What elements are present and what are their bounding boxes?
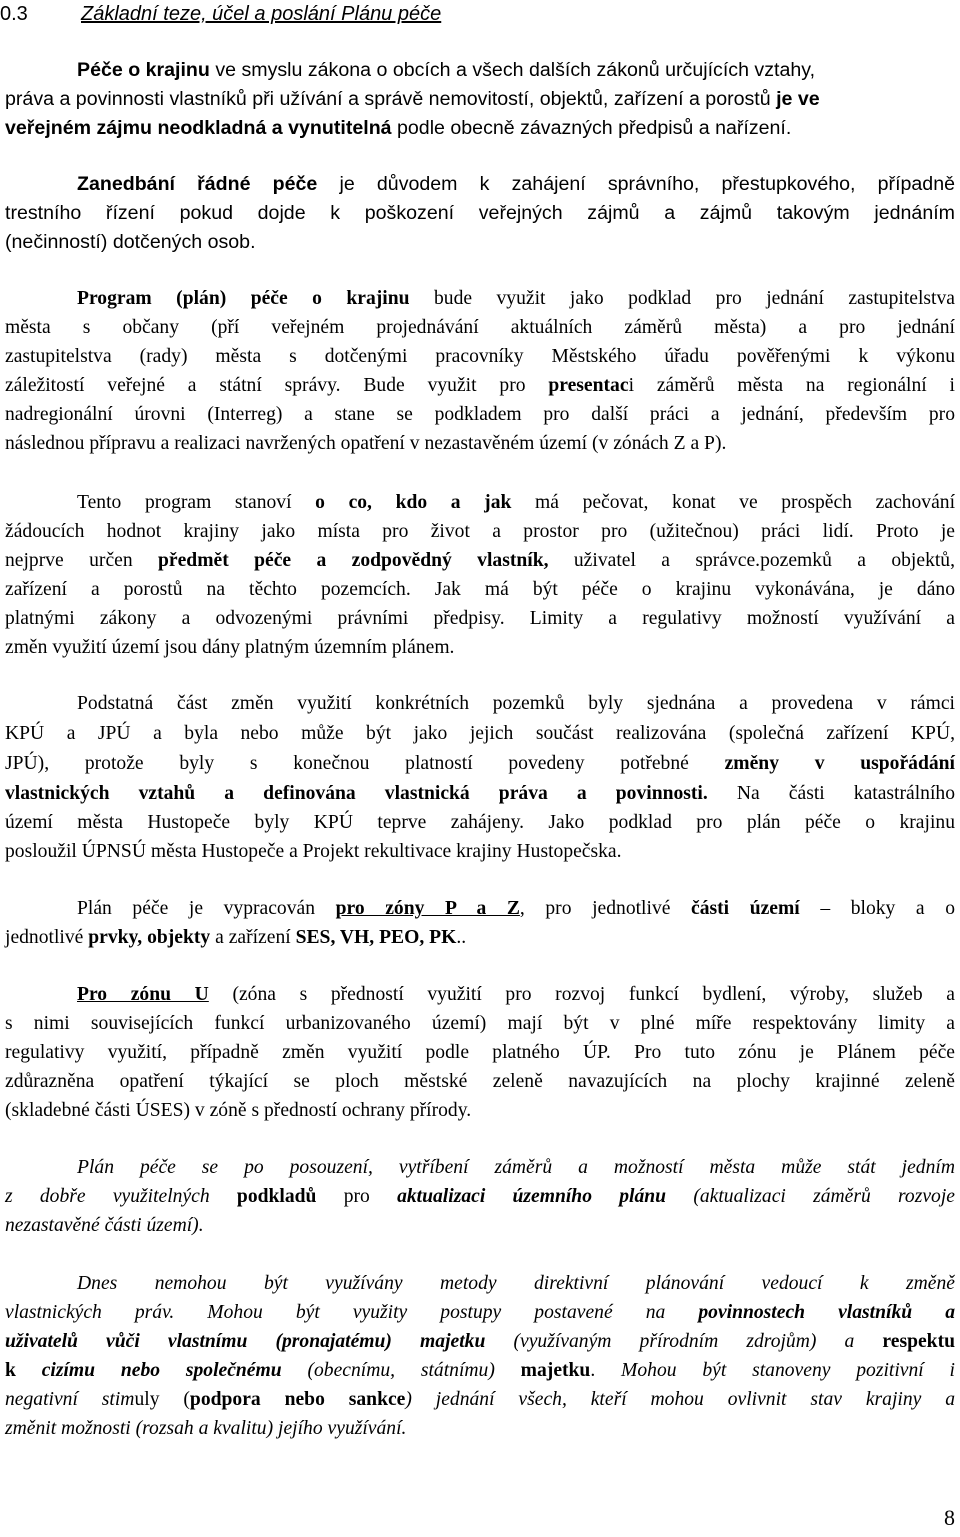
text-segment: .. — [456, 927, 467, 948]
text-segment: bude využit jako podklad pro jednání zastupitelstva — [409, 288, 955, 309]
text-segment: ) jednání všech, kteří mohou ovlivnit stav krajiny a — [405, 1389, 955, 1410]
text-segment: podpora nebo sankce — [189, 1389, 406, 1410]
text-segment: (zóna s předností využití pro rozvoj funkcí bydlení, výroby, služeb a — [208, 984, 955, 1005]
text-line — [5, 1070, 955, 1094]
text-segment: jednotlivé — [5, 927, 89, 948]
text-segment: nezastavěné části území). — [5, 1215, 204, 1236]
text-segment: platnými zákony a odvozenými právními předpisy. Limity a regulativy možností využívání a — [5, 608, 955, 629]
text-line — [5, 1041, 955, 1065]
text-segment: Zanedbání řádné péče — [77, 173, 318, 195]
text-segment: pro zóny P a Z — [335, 898, 520, 919]
text-line — [5, 549, 955, 573]
text-line — [77, 491, 955, 515]
text-segment: i záměrů města na regionální i — [628, 375, 955, 396]
text-segment: nejprve určen — [5, 550, 159, 571]
text-line — [5, 316, 955, 340]
text-segment: Mohou být stanoveny pozitivní i — [621, 1360, 955, 1381]
text-segment: z dobře využitelných — [5, 1186, 237, 1207]
text-line — [5, 636, 955, 660]
text-line — [5, 1099, 955, 1123]
text-line — [5, 1417, 955, 1441]
text-segment: negativní stim — [5, 1389, 135, 1410]
text-line — [77, 983, 955, 1007]
text-segment: k — [5, 1360, 42, 1381]
text-segment: respektu — [882, 1331, 955, 1352]
section-title: Základní teze, účel a poslání Plánu péče — [81, 3, 442, 25]
text-segment: změnit možnosti (rozsah a kvalitu) jejího využívání. — [5, 1418, 407, 1439]
text-segment: části území — [691, 898, 800, 919]
text-line — [5, 840, 955, 864]
section-number: 0.3 — [0, 3, 28, 25]
text-segment: změny v uspořádání — [724, 753, 955, 774]
text-segment: uly ( — [134, 1389, 190, 1410]
text-line — [77, 172, 955, 196]
text-segment: (využívaným přírodním zdrojům) a — [485, 1331, 883, 1352]
text-line — [5, 520, 955, 544]
text-segment: Dnes nemohou být využívány metody direktivní plánování vedoucí k změně — [77, 1273, 955, 1294]
text-segment: podkladů — [236, 1186, 317, 1207]
text-segment: KPÚ a JPÚ a byla nebo může být jako jejich součást realizována (společná zařízení KPÚ, — [5, 723, 955, 744]
text-line — [5, 230, 955, 254]
text-segment: zastupitelstva (rady) města s dotčenými pracovníky Městského úřadu pověřenými k výkonu — [5, 346, 955, 367]
text-line — [77, 897, 955, 921]
text-segment: Péče o krajinu — [77, 59, 210, 81]
text-segment: změn využití území jsou dány platným územním plánem. — [5, 637, 455, 658]
text-segment: (obecnímu, státnímu) — [281, 1360, 521, 1381]
text-segment: předmět péče a zodpovědný vlastník, — [158, 550, 549, 571]
text-segment: je ve — [776, 88, 820, 110]
text-line — [77, 287, 955, 311]
text-segment: Tento program stanoví — [77, 492, 316, 513]
text-line — [5, 1330, 955, 1354]
text-segment: podle obecně závazných předpisů a nařízení. — [391, 117, 792, 139]
text-segment: uživatelů vůči vlastnímu (pronajatému) majetku — [5, 1331, 486, 1352]
text-segment: vlastnických vztahů a definována vlastnická práva a povinnosti. — [5, 783, 708, 804]
text-segment: území města Hustopeče byly KPÚ teprve zahájeny. Jako podklad pro plán péče o krajinu — [5, 812, 955, 833]
text-segment: presentac — [548, 375, 629, 396]
text-segment: – bloky a o — [799, 898, 956, 919]
text-segment: (skladebné části ÚSES) v zóně s předností ochrany přírody. — [5, 1100, 472, 1121]
text-segment: cizímu nebo společnému — [41, 1360, 282, 1381]
text-line — [5, 374, 955, 398]
text-segment: JPÚ), protože byly s konečnou platností povedeny potřebné — [5, 753, 725, 774]
text-segment: o co, kdo a jak — [315, 492, 512, 513]
text-segment: záležitostí veřejné a státní správy. Bude využit pro — [5, 375, 549, 396]
text-segment: Plán péče je vypracován — [77, 898, 336, 919]
text-segment: veřejném zájmu neodkladná a vynutitelná — [5, 117, 392, 139]
text-line — [77, 1156, 955, 1180]
text-line — [5, 1214, 955, 1238]
text-segment: města s občany (pří veřejném projednávání aktuálních záměrů města) a pro jednání — [5, 317, 955, 338]
text-segment: ve smyslu zákona o obcích a všech dalších zákonů určujících vztahy, — [209, 59, 816, 81]
text-line — [5, 87, 955, 111]
text-line — [5, 1359, 955, 1383]
text-segment: má pečovat, konat ve prospěch zachování — [511, 492, 956, 513]
text-segment: je důvodem k zahájení správního, přestupkového, případně — [317, 173, 955, 195]
text-segment: zdůrazněna opatření týkající se ploch městské zeleně navazujících na plochy krajinné zeleně — [5, 1071, 955, 1092]
text-segment: SES, VH, PEO, PK — [295, 927, 457, 948]
text-line — [77, 692, 955, 716]
text-segment: Pro zónu U — [77, 984, 209, 1005]
text-line — [5, 722, 955, 746]
text-line — [5, 1185, 955, 1209]
page-number: 8 — [944, 1505, 955, 1530]
text-segment: pro — [316, 1186, 398, 1207]
text-segment: s nimi souvisejících funkcí urbanizovaného území) mají být v plné míře respektovány limity a — [5, 1013, 955, 1034]
text-segment: uživatel a správce.pozemků a objektů, — [548, 550, 956, 571]
text-line — [5, 403, 955, 427]
text-segment: Plán péče se po posouzení, vytříbení záměrů a možností města může stát jedním — [77, 1157, 955, 1178]
text-line — [5, 345, 955, 369]
text-segment: nadregionální úrovni (Interreg) a stane se podkladem pro další práci a jednání, především pro — [5, 404, 955, 425]
text-segment: posloužil ÚPNSÚ města Hustopeče a Projekt rekultivace krajiny Hustopečska. — [5, 841, 622, 862]
text-segment: (aktualizaci záměrů rozvoje — [666, 1186, 955, 1207]
text-line — [5, 432, 955, 456]
text-segment: žádoucích hodnot krajiny jako místa pro život a prostor pro (užitečnou) práci lidí. Proto je — [5, 521, 955, 542]
text-line — [5, 926, 955, 950]
text-line — [77, 1272, 955, 1296]
text-line — [5, 1388, 955, 1412]
text-segment: povinnostech vlastníků a — [698, 1302, 955, 1323]
text-segment: aktualizaci územního plánu — [397, 1186, 667, 1207]
text-segment: Program (plán) péče o krajinu — [77, 288, 410, 309]
text-segment: majetku — [520, 1360, 591, 1381]
text-line — [77, 58, 955, 82]
text-line — [5, 607, 955, 631]
text-segment: . — [590, 1360, 622, 1381]
text-segment: a zařízení — [210, 927, 296, 948]
text-line — [5, 578, 955, 602]
text-line — [5, 116, 955, 140]
text-line — [5, 782, 955, 806]
text-segment: vlastnických práv. Mohou být využity postupy postavené na — [5, 1302, 699, 1323]
text-segment: zařízení a porostů na těchto pozemcích. Jak má být péče o krajinu vykonávána, je dáno — [5, 579, 955, 600]
text-line — [5, 201, 955, 225]
text-segment: regulativy využití, případně změn využití podle platného ÚP. Pro tuto zónu je Plánem péče — [5, 1042, 955, 1063]
text-segment: (nečinností) dotčených osob. — [5, 231, 256, 253]
text-line — [5, 1012, 955, 1036]
text-line — [5, 811, 955, 835]
text-line — [5, 1301, 955, 1325]
text-line — [5, 752, 955, 776]
text-segment: trestního řízení pokud dojde k poškození veřejných zájmů a zájmů takovým jednáním — [5, 202, 955, 224]
text-segment: Na části katastrálního — [707, 783, 955, 804]
text-segment: práva a povinnosti vlastníků při užívání a správě nemovitostí, objektů, zařízení a porostů — [5, 88, 777, 110]
text-segment: Podstatná část změn využití konkrétních pozemků byly sjednána a provedena v rámci — [77, 693, 955, 714]
text-segment: následnou přípravu a realizaci navržených opatření v nezastavěném území (v zónách Z a P). — [5, 433, 727, 454]
text-segment: prvky, objekty — [88, 927, 211, 948]
text-segment: , pro jednotlivé — [519, 898, 692, 919]
